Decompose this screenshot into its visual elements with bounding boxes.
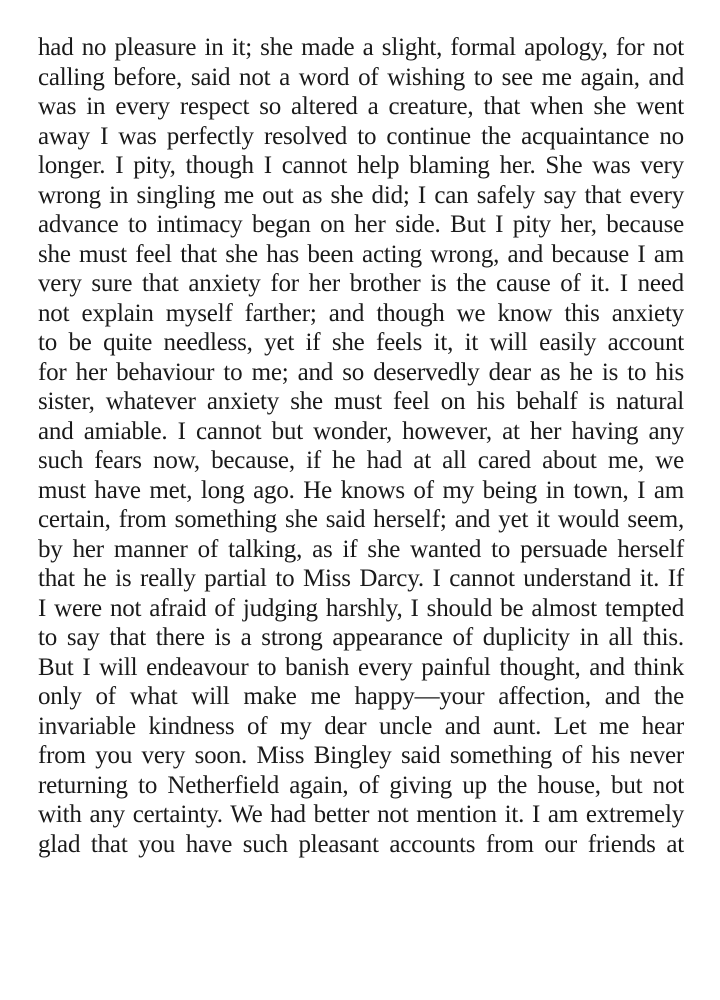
text-line: to be quite needless, yet if she feels it, it will easily account	[38, 329, 684, 356]
text-line: I were not afraid of judging harshly, I should be almost tempted	[38, 594, 684, 622]
text-line: only of what will make me happy—your affection, and the	[38, 683, 684, 710]
text-line: that he is really partial to Miss Darcy. I cannot understand it. If	[38, 565, 684, 592]
text-line: glad that you have such pleasant accounts from our friends at	[38, 830, 684, 858]
text-line: by her manner of talking, as if she wanted to persuade herself	[38, 535, 684, 563]
text-line: calling before, said not a word of wishing to see me again, and	[38, 63, 684, 91]
text-line: longer. I pity, though I cannot help blaming her. She was very	[38, 152, 684, 179]
text-line: certain, from something she said herself; and yet it would seem,	[38, 506, 684, 533]
text-line: she must feel that she has been acting wrong, and because I am	[38, 240, 684, 268]
text-line: very sure that anxiety for her brother is the cause of it. I need	[38, 270, 684, 297]
text-line: from you very soon. Miss Bingley said something of his never	[38, 742, 684, 769]
text-line: for her behaviour to me; and so deservedly dear as he is to his	[38, 358, 684, 386]
text-line: returning to Netherfield again, of giving up the house, but not	[38, 771, 684, 799]
text-line: was in every respect so altered a creature, that when she went	[38, 93, 684, 120]
text-line: invariable kindness of my dear uncle and aunt. Let me hear	[38, 712, 684, 740]
text-line: such fears now, because, if he had at all cared about me, we	[38, 447, 684, 474]
text-line: to say that there is a strong appearance of duplicity in all this.	[38, 624, 684, 651]
text-line: wrong in singling me out as she did; I can safely say that every	[38, 181, 684, 209]
text-line: away I was perfectly resolved to continue the acquaintance no	[38, 122, 684, 150]
text-line: not explain myself farther; and though we know this anxiety	[38, 299, 684, 327]
text-line: advance to intimacy began on her side. But I pity her, because	[38, 211, 684, 238]
text-line: had no pleasure in it; she made a slight, formal apology, for not	[38, 34, 684, 61]
text-line: must have met, long ago. He knows of my being in town, I am	[38, 476, 684, 504]
text-line: with any certainty. We had better not mention it. I am extremely	[38, 801, 684, 828]
text-line: sister, whatever anxiety she must feel on his behalf is natural	[38, 388, 684, 415]
text-line: and amiable. I cannot but wonder, however, at her having any	[38, 417, 684, 445]
text-line: But I will endeavour to banish every painful thought, and think	[38, 653, 684, 681]
body-text	[38, 33, 684, 859]
